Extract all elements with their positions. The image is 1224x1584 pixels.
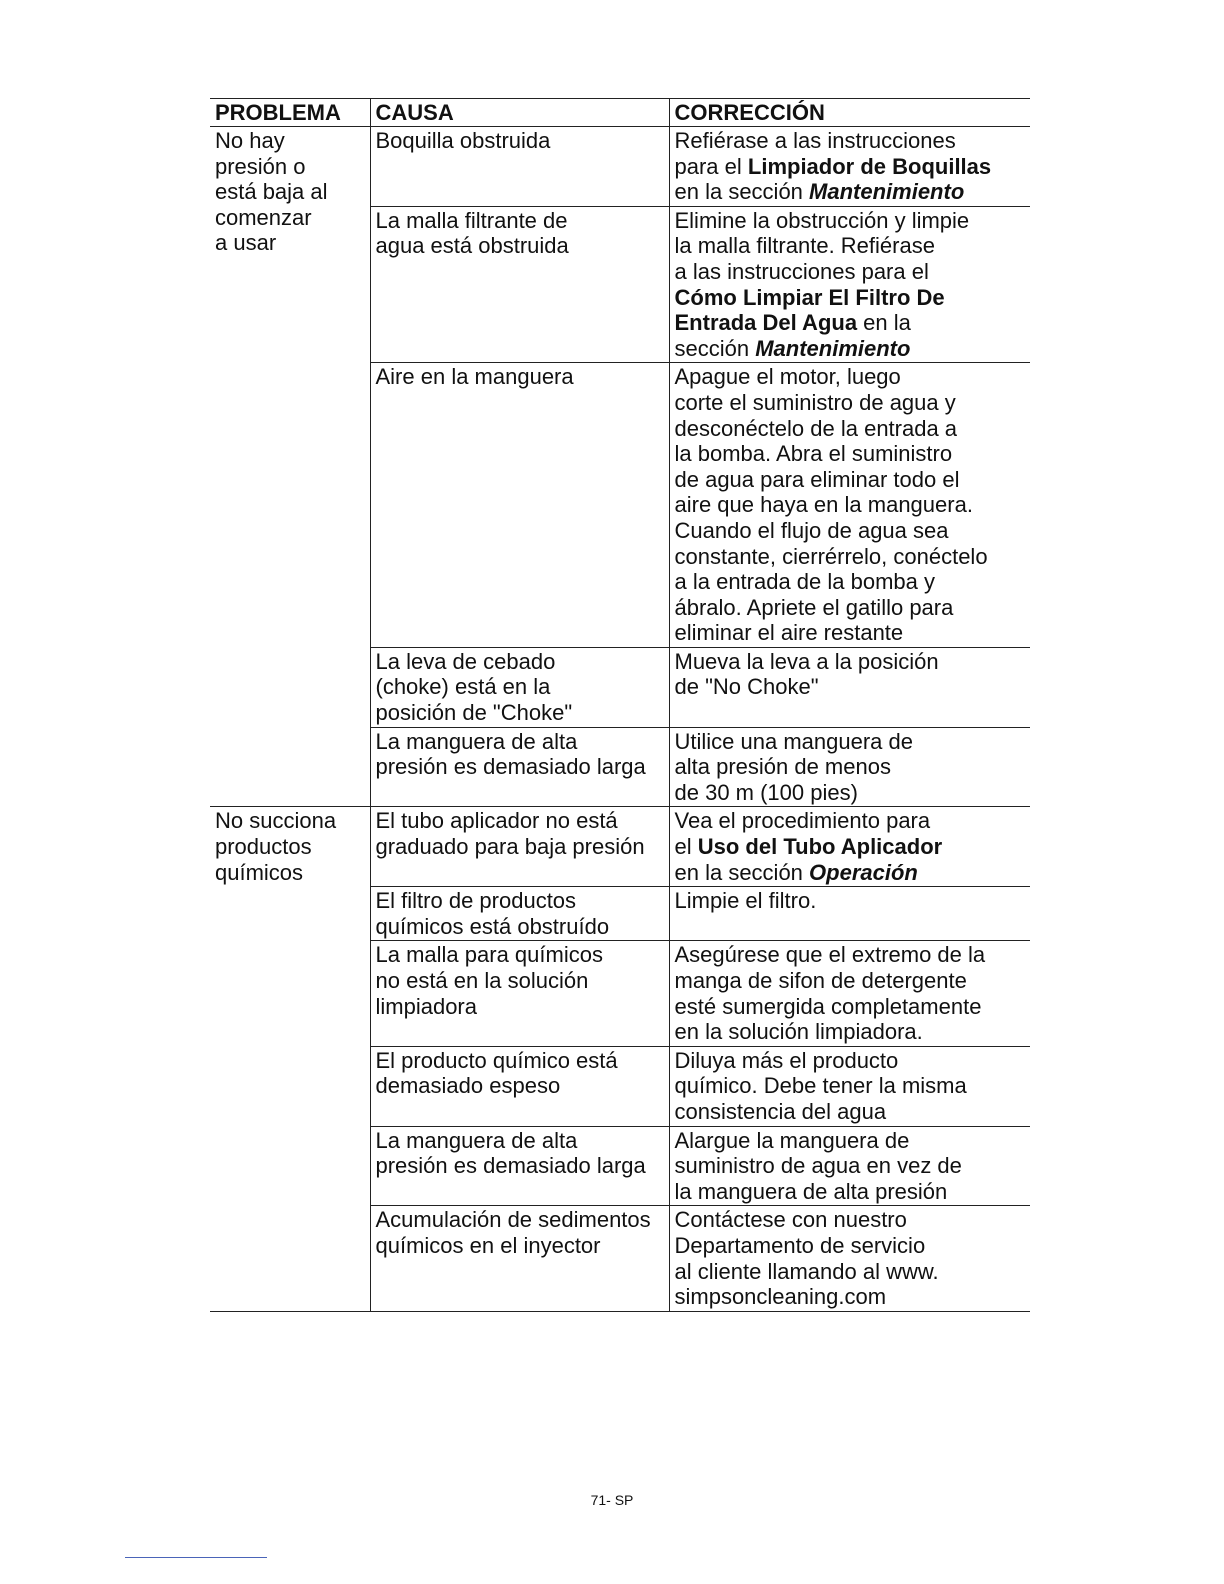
correction-text: al cliente llamando al www. [674,1258,939,1284]
correction-line [675,441,1027,467]
cause-line: posición de "Choke" [375,700,573,726]
cause-line: presión es demasiado larga [375,1153,646,1179]
correction-line [675,1048,1027,1074]
cause-cell [370,363,669,648]
correction-text: eliminar el aire restante [674,620,904,646]
correction-text: Diluya más el producto [674,1047,899,1073]
correction-text: Cuando el flujo de agua sea [674,517,949,543]
correction-text: Asegúrese que el extremo de la [674,942,986,968]
correction-line [675,154,1027,180]
cause-cell [370,206,669,363]
correction-line [675,780,1027,806]
correction-text: la malla filtrante. Refiérase [674,233,935,259]
correction-line [675,492,1027,518]
cause-line: presión es demasiado larga [375,754,646,780]
correction-text: químico. Debe tener la misma [674,1073,967,1099]
header-problem: PROBLEMA [210,99,370,127]
cause-cell [370,727,669,807]
correction-line [675,1179,1027,1205]
cause-cell [370,127,669,207]
correction-cell [669,127,1030,207]
correction-text: la manguera de alta presión [674,1178,948,1204]
correction-text: consistencia del agua [674,1098,887,1124]
correction-text: Apague el motor, luego [674,364,901,390]
table-row [210,807,1030,887]
cause-line: químicos está obstruído [375,913,610,939]
correction-text: para el [674,153,748,179]
correction-line [675,595,1027,621]
cause-line: La manguera de alta [375,1127,578,1153]
cause-line: La leva de cebado [375,648,556,674]
correction-text: Mueva la leva a la posición [674,648,939,674]
correction-cell [669,1206,1030,1311]
correction-line [675,390,1027,416]
cause-cell [370,1126,669,1206]
correction-text: suministro de agua en vez de [674,1153,962,1179]
correction-line [675,994,1027,1020]
problem-line: comenzar [215,204,312,230]
correction-text: constante, cierrérrelo, conéctelo [674,543,988,569]
cause-line: graduado para baja presión [375,834,645,860]
table-header-row [210,99,1030,127]
correction-line [675,416,1027,442]
problem-cell [210,807,370,1311]
correction-line [675,754,1027,780]
correction-cell [669,363,1030,648]
table-body [210,127,1030,1312]
correction-text: sección [674,335,756,361]
emphasis-text: Cómo Limpiar El Filtro De [674,284,945,310]
correction-line [675,860,1027,886]
correction-line [675,1019,1027,1045]
cause-line: La malla para químicos [375,942,603,968]
correction-line [675,518,1027,544]
problem-line: No succiona [215,808,337,834]
correction-line [675,233,1027,259]
correction-text: en la solución limpiadora. [674,1019,923,1045]
cause-cell [370,1206,669,1311]
cause-line: Acumulación de sedimentos [375,1207,651,1233]
emphasis-text: Entrada Del Agua [674,310,858,336]
correction-cell [669,1046,1030,1126]
correction-text: el [674,834,698,860]
correction-cell [669,941,1030,1046]
correction-text: Elimine la obstrucción y limpie [674,207,970,233]
problem-line: productos [215,834,312,860]
correction-line [675,285,1027,311]
cause-cell [370,887,669,941]
correction-text: simpsoncleaning.com [674,1284,887,1310]
correction-line [675,128,1027,154]
cause-cell [370,1046,669,1126]
emphasis-text: Limpiador de Boquillas [747,153,992,179]
correction-line [675,620,1027,646]
correction-line [675,569,1027,595]
correction-text: la bomba. Abra el suministro [674,441,953,467]
cause-line: limpiadora [375,993,477,1019]
correction-line [675,364,1027,390]
correction-cell [669,647,1030,727]
correction-line [675,1207,1027,1233]
emphasis-text: Mantenimiento [809,179,965,205]
correction-text: esté sumergida completamente [674,993,982,1019]
emphasis-text: Mantenimiento [755,335,911,361]
correction-cell [669,807,1030,887]
cause-cell [370,941,669,1046]
cause-cell [370,807,669,887]
cause-line: El filtro de productos [375,888,577,914]
correction-text: corte el suministro de agua y [674,389,956,415]
correction-line [675,729,1027,755]
correction-line [675,1259,1027,1285]
correction-line [675,942,1027,968]
correction-text: Utilice una manguera de [674,728,913,754]
correction-text: en la sección [674,179,810,205]
correction-text: Limpie el filtro. [674,888,817,914]
correction-text: manga de sifon de detergente [674,968,967,993]
correction-text: a la entrada de la bomba y [674,569,936,595]
correction-cell [669,206,1030,363]
problem-line: No hay [215,128,285,153]
problem-line: químicos [215,859,304,885]
problem-line: está baja al [215,179,328,205]
correction-line [675,968,1027,994]
cause-line: químicos en el inyector [375,1232,601,1258]
correction-text: de "No Choke" [674,674,819,700]
correction-line [675,310,1027,336]
correction-line [675,259,1027,285]
correction-text: en la [857,310,911,336]
header-correction: CORRECCIÓN [669,99,1030,127]
correction-line [675,336,1027,362]
correction-line [675,544,1027,570]
cause-line: Boquilla obstruida [375,128,551,153]
correction-text: de 30 m (100 pies) [674,779,858,805]
correction-cell [669,727,1030,807]
cause-line: El tubo aplicador no está [375,808,618,834]
problem-line: a usar [215,230,277,256]
correction-line [675,674,1027,700]
correction-line [675,179,1027,205]
problem-line: presión o [215,153,306,179]
correction-line [675,834,1027,860]
problem-cell [210,127,370,807]
correction-line [675,888,1027,914]
cause-line: (choke) está en la [375,674,551,700]
cause-line: La manguera de alta [375,728,578,754]
correction-cell [669,1126,1030,1206]
cause-line: demasiado espeso [375,1073,561,1099]
correction-line [675,208,1027,234]
correction-text: alta presión de menos [674,754,891,780]
correction-text: Alargue la manguera de [674,1127,910,1153]
correction-text: Vea el procedimiento para [674,808,931,834]
cause-line: El producto químico está [375,1047,618,1073]
troubleshooting-table [210,98,1030,1312]
emphasis-text: Uso del Tubo Aplicador [697,834,943,860]
table-row [210,127,1030,207]
correction-line [675,467,1027,493]
cause-line: agua está obstruida [375,233,569,259]
emphasis-text: Operación [809,859,918,885]
correction-text: en la sección [674,859,810,885]
link-underline[interactable] [125,1557,267,1558]
correction-text: Refiérase a las instrucciones [674,128,956,153]
correction-line [675,1153,1027,1179]
correction-text: aire que haya en la manguera. [674,492,973,518]
cause-line: Aire en la manguera [375,364,574,390]
correction-text: Contáctese con nuestro [674,1207,907,1233]
correction-text: de agua para eliminar todo el [674,466,960,492]
correction-line [675,1128,1027,1154]
correction-text: desconéctelo de la entrada a [674,415,958,441]
correction-text: ábralo. Apriete el gatillo para [674,594,954,620]
correction-text: Departamento de servicio [674,1232,926,1258]
cause-line: no está en la solución [375,968,589,993]
correction-line [675,1233,1027,1259]
cause-line: La malla filtrante de [375,207,568,233]
correction-line [675,1284,1027,1310]
correction-line [675,1099,1027,1125]
cause-cell [370,647,669,727]
page-number: 71- SP [590,1492,634,1508]
correction-cell [669,887,1030,941]
header-cause: CAUSA [370,99,669,127]
correction-text: a las instrucciones para el [674,258,929,284]
correction-line [675,649,1027,675]
correction-line [675,1073,1027,1099]
correction-line [675,808,1027,834]
